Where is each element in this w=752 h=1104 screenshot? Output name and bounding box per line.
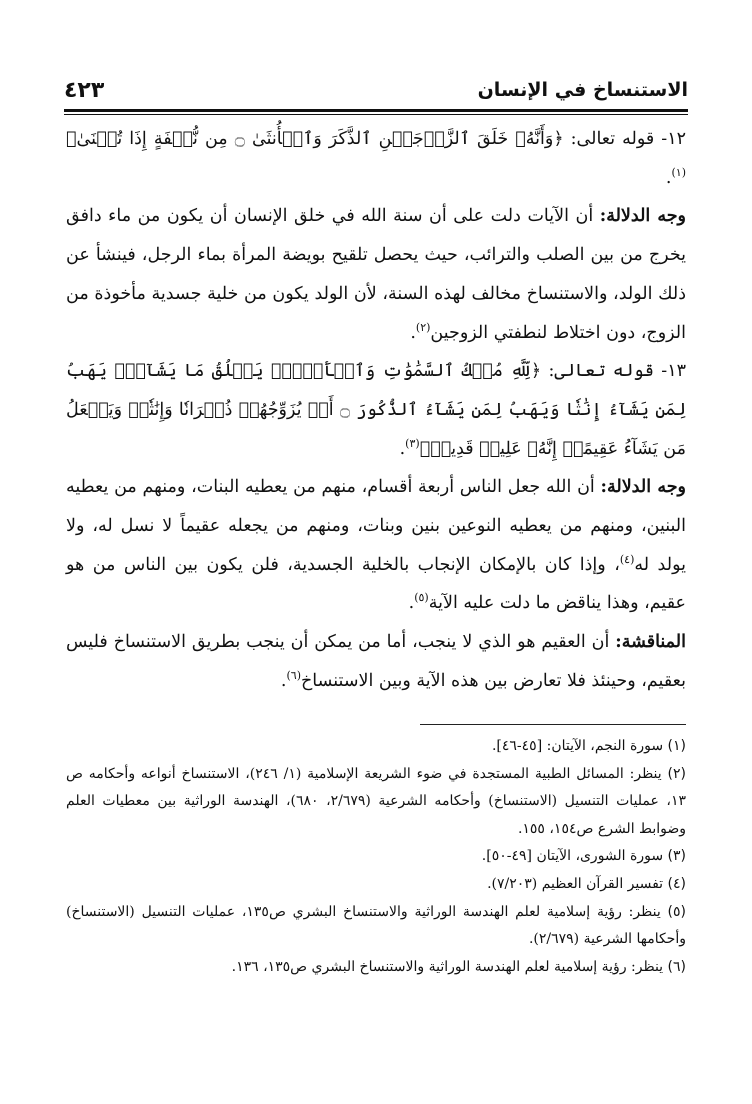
running-head — [64, 70, 688, 110]
footnotes — [66, 733, 686, 981]
footnote-number: (٥) — [667, 903, 686, 920]
verse-intro: ١٢- قوله تعالى: — [563, 129, 686, 149]
footnote-text: ينظر: المسائل الطبية المستجدة في ضوء الشريعة الإسلامية (١/ ٢٤٦)، الاستنساخ أنواعه وأحكامه ص ١٣، عمليات التنسيل (الاستنساخ) وأحكامه الشرعية (٢/٦٧٩، ٦٨٠)، الهندسة الوراثية بين معطيات العلم وضوابط الشرع ص١٥٤، ١٥٥. — [66, 765, 687, 837]
footnote — [66, 761, 686, 844]
running-title: الاستنساخ في الإنسان — [477, 79, 688, 101]
footnote-ref: (٥) — [414, 591, 429, 605]
footnote-text: ينظر: رؤية إسلامية لعلم الهندسة الوراثية والاستنساخ البشري ص١٣٥، ١٣٦. — [231, 958, 668, 975]
section-label: المناقشة: — [615, 632, 686, 653]
footnote — [66, 899, 686, 954]
footnote — [66, 843, 686, 871]
footnote-separator — [420, 724, 686, 725]
paragraph-text: أن الآيات دلت على أن سنة الله في خلق الإنسان أن يكون من ماء دافق يخرج من بين الصلب والترائب، حيث يحصل تلقيح بويضة المرأة بماء الرجل، فينشأ عن ذلك الولد، والاستنساخ مخالف لهذه السنة، لأن الولد يكون من خلية جسدية مأخوذة من الزوج، دون اختلاط لنطفتي الزوجين — [66, 206, 686, 343]
quran-verse: ﴿لِّلَّهِ مُلۡكُ ٱلسَّمَٰوَٰتِ وَٱلۡأَرۡضِۚ يَخۡلُقُ مَا يَشَآءُۚ يَهَبُ لِمَن يَشَآءُ إِنَٰثٗا وَيَهَبُ لِمَن يَشَآءُ ٱلذُّكُورَ ۝ أَوۡ يُزَوِّجُهُمۡ ذُكۡرَانٗا وَإِنَٰثٗاۖ وَيَجۡعَلُ مَن يَشَآءُ عَقِيمًاۚ إِنَّهُۥ عَلِيمٞ قَدِيرٞ﴾ — [66, 361, 686, 459]
footnote-text: ينظر: رؤية إسلامية لعلم الهندسة الوراثية والاستنساخ البشري ص١٣٥، عمليات التنسيل (الاستنساخ) وأحكامها الشرعية (٢/٦٧٩). — [66, 903, 686, 948]
footnote-number: (٤) — [667, 875, 686, 892]
header-rule-thin — [64, 114, 688, 115]
quran-verse: ﴿وَأَنَّهُۥ خَلَقَ ٱلزَّوۡجَيۡنِ ٱلذَّكَرَ وَٱلۡأُنثَىٰ ۝ مِن نُّطۡفَةٍ إِذَا تُمۡنَىٰ﴾ — [66, 129, 564, 149]
footnote-text: سورة النجم، الآيتان: [٤٥-٤٦]. — [491, 738, 668, 754]
footnote — [66, 954, 686, 982]
verse-intro: ١٣- قوله تعالى: — [541, 361, 686, 382]
paragraph-text: أن العقيم هو الذي لا ينجب، أما من يمكن أن ينجب بطريق الاستنساخ فليس بعقيم، وحينئذ فلا تعارض بين هذه الآية وبين الاستنساخ — [66, 632, 686, 691]
paragraph-verse-13: ١٣- قوله تعالى: ﴿لِّلَّهِ مُلۡكُ ٱلسَّمَٰوَٰتِ وَٱلۡأَرۡضِۚ يَخۡلُقُ مَا يَشَآءُۚ يَهَبُ لِمَن يَشَآءُ إِنَٰثٗا وَيَهَبُ لِمَن يَشَآءُ ٱلذُّكُورَ ۝ أَوۡ يُزَوِّجُهُمۡ ذُكۡرَانٗا وَإِنَٰثٗاۖ وَيَجۡعَلُ مَن يَشَآءُ عَقِيمًاۚ إِنَّهُۥ عَلِيمٞ قَدِيرٞ﴾$^{(٣)}$. — [66, 361, 686, 459]
footnote-ref: (٦) — [286, 669, 302, 683]
footnote-number: (٢) — [667, 765, 686, 782]
main-text — [66, 120, 686, 701]
footnote-number: (١) — [667, 738, 686, 754]
paragraph-verse-12: ١٢- قوله تعالى: ﴿وَأَنَّهُۥ خَلَقَ ٱلزَّوۡجَيۡنِ ٱلذَّكَرَ وَٱلۡأُنثَىٰ ۝ مِن نُّطۡفَةٍ إِذَا تُمۡنَىٰ﴾$^{(١)}$. — [66, 129, 686, 188]
footnote-ref: (٣) — [405, 436, 420, 450]
paragraph-text: ، وإذا كان بالإمكان الإنجاب بالخلية الجسدية، فلن يكون بين الناس من هو عقيم، وهذا يناقض ما دلت عليه الآية — [66, 554, 686, 614]
paragraph-evidence-1: وجه الدلالة: أن الآيات دلت على أن سنة الله في خلق الإنسان أن يكون من ماء دافق يخرج من بين الصلب والترائب، حيث يحصل تلقيح بويضة المرأة بماء الرجل، فينشأ عن ذلك الولد، والاستنساخ مخالف لهذه السنة، لأن الولد يكون من خلية جسدية مأخوذة من الزوج، دون اختلاط لنطفتي الزوجين$^{(٢)}$. — [66, 206, 686, 343]
footnote-ref: (١) — [671, 165, 686, 179]
paragraph-evidence-2: وجه الدلالة: أن الله جعل الناس أربعة أقسام، منهم من يعطيه البنات، ومنهم من يعطيه البنين، ومنهم من يعطيه النوعين بنين وبنات، ومنهم من يجعله عقيماً لا نسل له، ولا يولد له$^{(٤)}$، وإذا كان بالإمكان الإنجاب بالخلية الجسدية، فلن يكون بين الناس من هو عقيم، وهذا يناقض ما دلت عليه الآية$^{(٥)}$. — [66, 477, 686, 614]
footnote — [66, 733, 686, 761]
footnote — [66, 871, 686, 899]
footnote-number: (٣) — [667, 848, 686, 865]
footnote-text: سورة الشورى، الآيتان [٤٩-٥٠]. — [481, 848, 668, 865]
footnote-number: (٦) — [667, 958, 686, 975]
section-label: وجه الدلالة: — [599, 206, 686, 227]
page-number: ٤٢٣ — [64, 77, 105, 103]
footnote-ref: (٢) — [415, 320, 431, 334]
section-label: وجه الدلالة: — [600, 477, 686, 498]
footnote-ref: (٤) — [619, 552, 635, 566]
paragraph-text: أن الله جعل الناس أربعة أقسام، منهم من يعطيه البنات، ومنهم من يعطيه البنين، ومنهم من يعطيه النوعين بنين وبنات، ومنهم من يجعله عقيماً لا نسل له، ولا يولد له — [66, 477, 686, 575]
paragraph-discussion: المناقشة: أن العقيم هو الذي لا ينجب، أما من يمكن أن ينجب بطريق الاستنساخ فليس بعقيم، وحينئذ فلا تعارض بين هذه الآية وبين الاستنساخ$^{(٦)}$. — [66, 632, 686, 691]
footnote-text: تفسير القرآن العظيم (٧/٢٠٣). — [487, 875, 668, 892]
header-rule-thick — [64, 109, 688, 112]
